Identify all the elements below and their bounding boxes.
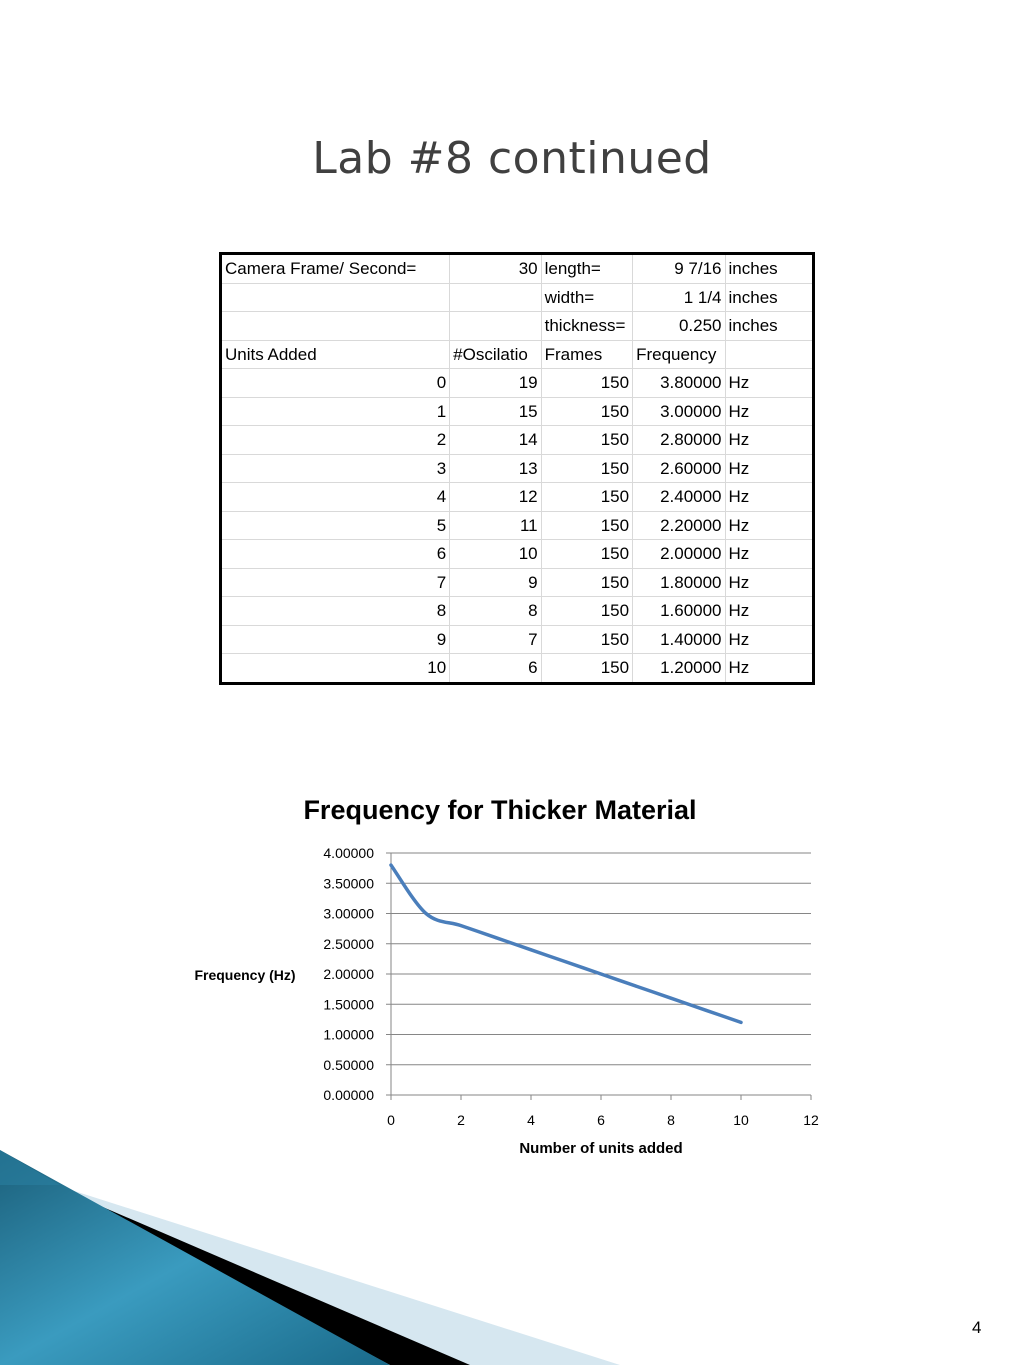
table-cell: 13 — [450, 454, 541, 483]
table-cell: 2.40000 — [633, 483, 725, 512]
table-cell: 14 — [450, 426, 541, 455]
table-meta-row — [221, 254, 814, 284]
data-point — [390, 864, 393, 867]
table-cell: 150 — [541, 568, 632, 597]
table-cell: #Oscilatio — [450, 340, 541, 369]
data-point — [635, 985, 638, 988]
table-row — [221, 369, 814, 398]
table-cell: 2.60000 — [633, 454, 725, 483]
table-cell: 9 7/16 — [633, 254, 725, 284]
y-tick-label: 3.50000 — [323, 875, 374, 892]
table-cell: Hz — [725, 654, 813, 684]
table-cell: Frequency — [633, 340, 725, 369]
y-tick-label: 0.50000 — [323, 1056, 374, 1073]
data-point — [460, 924, 463, 927]
table-cell: 3.80000 — [633, 369, 725, 398]
table-cell: Hz — [725, 568, 813, 597]
table-cell: 150 — [541, 454, 632, 483]
table-cell: 3.00000 — [633, 397, 725, 426]
data-point — [740, 1021, 743, 1024]
table-cell: 1.60000 — [633, 597, 725, 626]
table-cell: 5 — [221, 511, 450, 540]
y-tick-label: 4.00000 — [323, 845, 374, 861]
table-cell — [221, 312, 450, 341]
table-cell: 10 — [450, 540, 541, 569]
table-row — [221, 597, 814, 626]
table-cell: Hz — [725, 369, 813, 398]
table-cell: 6 — [221, 540, 450, 569]
table-cell: 3 — [221, 454, 450, 483]
table-cell: Camera Frame/ Second= — [221, 254, 450, 284]
table-cell: 12 — [450, 483, 541, 512]
data-point — [600, 973, 603, 976]
table-row — [221, 654, 814, 684]
table-cell: 150 — [541, 511, 632, 540]
table-row — [221, 397, 814, 426]
y-tick-label: 0.00000 — [323, 1087, 374, 1103]
data-table — [219, 252, 815, 685]
table-cell: 1.80000 — [633, 568, 725, 597]
table-row — [221, 625, 814, 654]
y-tick-label: 1.00000 — [323, 1026, 374, 1043]
table-cell: 2.80000 — [633, 426, 725, 455]
table-cell: 150 — [541, 540, 632, 569]
table-row — [221, 540, 814, 569]
table-cell: Hz — [725, 397, 813, 426]
table-cell: 4 — [221, 483, 450, 512]
x-tick-label: 4 — [527, 1112, 535, 1128]
table-cell: 0.250 — [633, 312, 725, 341]
table-cell: 150 — [541, 369, 632, 398]
table-cell: 150 — [541, 597, 632, 626]
table-cell: 1.40000 — [633, 625, 725, 654]
table-row — [221, 454, 814, 483]
table-cell: inches — [725, 254, 813, 284]
table-cell: 150 — [541, 426, 632, 455]
data-point — [530, 948, 533, 951]
corner-decoration — [0, 1100, 620, 1365]
table-meta-row — [221, 312, 814, 341]
table-cell: Frames — [541, 340, 632, 369]
x-tick-label: 10 — [733, 1112, 749, 1128]
table-cell — [725, 340, 813, 369]
table-cell: thickness= — [541, 312, 632, 341]
y-axis-label: Frequency (Hz) — [194, 967, 296, 983]
x-tick-label: 6 — [597, 1112, 605, 1128]
table-cell: 7 — [450, 625, 541, 654]
table-cell: 7 — [221, 568, 450, 597]
chart-title: Frequency for Thicker Material — [303, 795, 697, 825]
table-cell: inches — [725, 283, 813, 312]
table-row — [221, 568, 814, 597]
y-tick-label: 3.00000 — [323, 905, 374, 922]
table-cell: 8 — [450, 597, 541, 626]
table-cell: 11 — [450, 511, 541, 540]
table-row — [221, 426, 814, 455]
table-cell: Units Added — [221, 340, 450, 369]
table-cell: 1 — [221, 397, 450, 426]
x-tick-label: 0 — [387, 1112, 395, 1128]
table-cell: Hz — [725, 625, 813, 654]
table-cell: 150 — [541, 397, 632, 426]
table-header-row — [221, 340, 814, 369]
table-row — [221, 511, 814, 540]
table-cell: 150 — [541, 654, 632, 684]
data-point — [495, 936, 498, 939]
x-tick-label: 2 — [457, 1112, 465, 1128]
table-cell: Hz — [725, 426, 813, 455]
x-tick-label: 8 — [667, 1112, 675, 1128]
data-point — [425, 912, 428, 915]
table-cell: 8 — [221, 597, 450, 626]
table-cell — [450, 283, 541, 312]
table-cell: Hz — [725, 511, 813, 540]
table-row — [221, 483, 814, 512]
page-number: 4 — [972, 1318, 982, 1337]
table-cell: width= — [541, 283, 632, 312]
table-cell: 0 — [221, 369, 450, 398]
table-cell: Hz — [725, 540, 813, 569]
table-cell: length= — [541, 254, 632, 284]
data-point — [670, 997, 673, 1000]
table-cell: 30 — [450, 254, 541, 284]
table-cell: 1 1/4 — [633, 283, 725, 312]
data-point — [565, 960, 568, 963]
table-cell: 2 — [221, 426, 450, 455]
table-cell: 19 — [450, 369, 541, 398]
table-cell: 2.20000 — [633, 511, 725, 540]
table-cell: 9 — [450, 568, 541, 597]
x-tick-label: 12 — [803, 1112, 819, 1128]
table-cell — [450, 312, 541, 341]
table-cell: 9 — [221, 625, 450, 654]
y-tick-label: 1.50000 — [323, 996, 374, 1013]
table-cell: 150 — [541, 625, 632, 654]
table-cell: 2.00000 — [633, 540, 725, 569]
table-cell: 10 — [221, 654, 450, 684]
table-cell: 1.20000 — [633, 654, 725, 684]
y-tick-label: 2.00000 — [323, 966, 374, 982]
y-tick-label: 2.50000 — [323, 935, 374, 952]
data-point — [705, 1009, 708, 1012]
table-cell: Hz — [725, 483, 813, 512]
table-cell — [221, 283, 450, 312]
table-cell: 15 — [450, 397, 541, 426]
slide-title: Lab #8 continued — [312, 133, 712, 184]
table-cell: 6 — [450, 654, 541, 684]
table-cell: inches — [725, 312, 813, 341]
x-axis-label: Number of units added — [519, 1140, 683, 1157]
table-meta-row — [221, 283, 814, 312]
table-cell: Hz — [725, 597, 813, 626]
table-cell: Hz — [725, 454, 813, 483]
table-cell: 150 — [541, 483, 632, 512]
